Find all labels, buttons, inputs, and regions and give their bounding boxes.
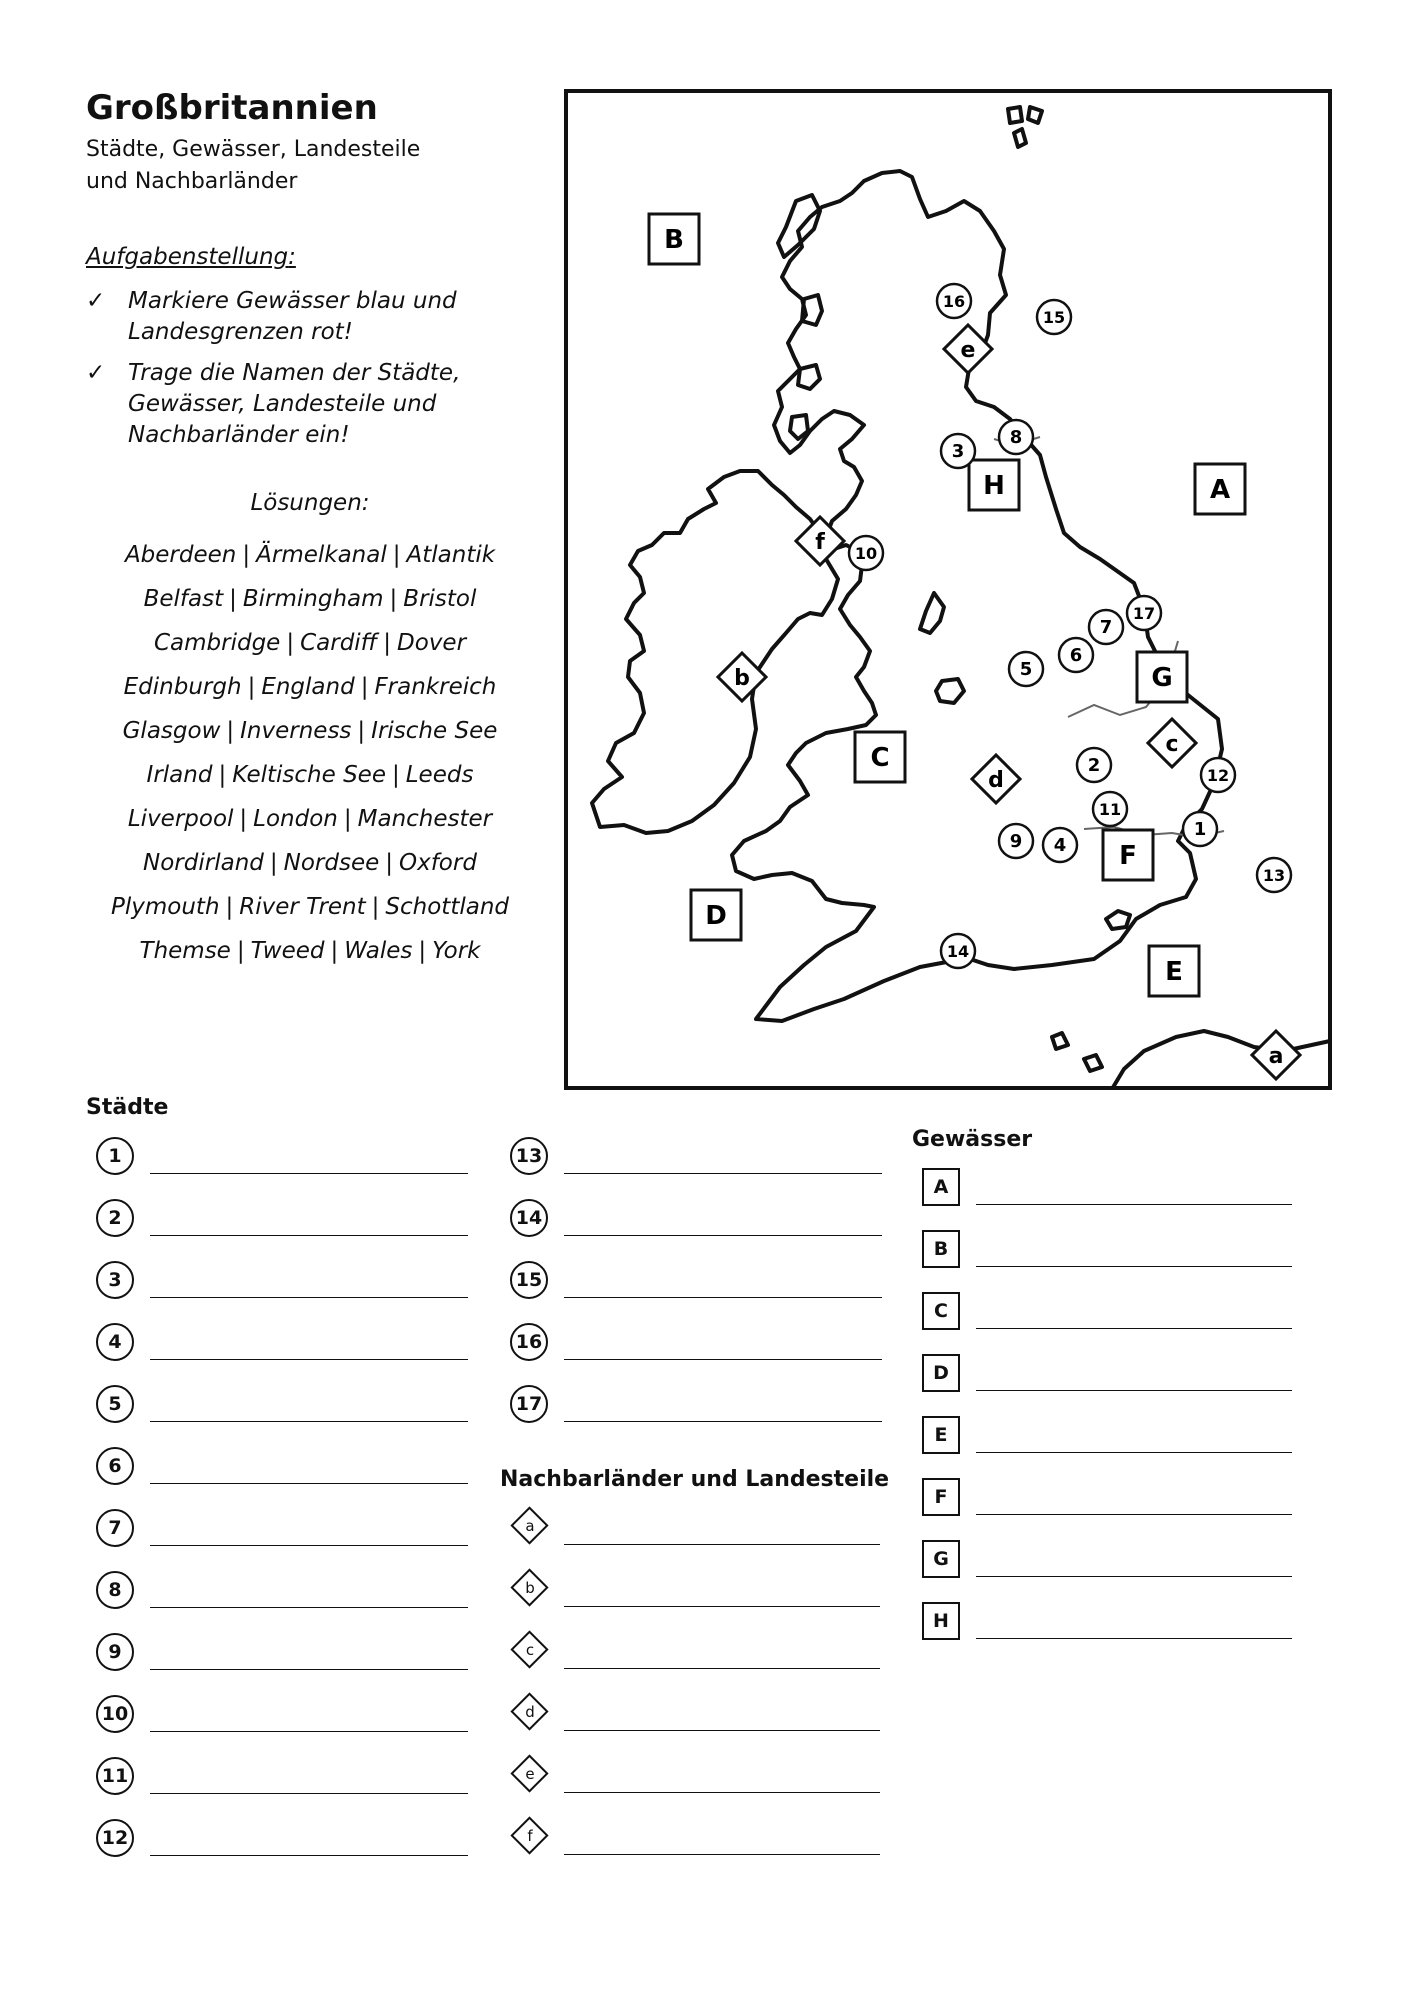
water-marker-label: F xyxy=(1119,841,1137,871)
task-item-text: Markiere Gewässer blau und Landesgrenzen rot! xyxy=(128,288,457,345)
solution-line xyxy=(90,626,530,670)
water-marker-label: A xyxy=(1209,475,1231,505)
city-answer-row xyxy=(96,1261,468,1301)
solution-term: Birmingham xyxy=(242,586,384,612)
solution-term: Frankreich xyxy=(374,674,497,700)
city-answer-row xyxy=(510,1199,882,1239)
map-city-marker xyxy=(1183,812,1217,846)
region-answer-row xyxy=(510,1756,880,1796)
region-marker-label: f xyxy=(815,530,825,555)
map-city-marker xyxy=(1043,828,1077,862)
city-answer-row xyxy=(96,1633,468,1673)
map-water-marker xyxy=(1103,830,1153,880)
region-answer-row xyxy=(510,1818,880,1858)
water-letter-badge: C xyxy=(922,1292,960,1330)
map-city-marker xyxy=(999,824,1033,858)
answer-line[interactable] xyxy=(564,1854,880,1855)
solution-term: Plymouth xyxy=(111,894,220,920)
water-marker-label: D xyxy=(705,901,727,931)
map-city-marker xyxy=(941,434,975,468)
solution-line xyxy=(90,890,530,934)
region-answer-row xyxy=(510,1570,880,1610)
solutions-list xyxy=(90,538,530,978)
subtitle-line-2: und Nachbarländer xyxy=(86,169,298,194)
region-marker-label: b xyxy=(734,666,750,691)
answer-line[interactable] xyxy=(150,1731,468,1732)
solution-separator: | xyxy=(226,718,235,744)
region-answer-row xyxy=(510,1694,880,1734)
solution-separator: | xyxy=(392,542,401,568)
water-letter-badge: F xyxy=(922,1478,960,1516)
region-letter-badge: f xyxy=(527,1827,533,1845)
water-letter-badge: H xyxy=(922,1602,960,1640)
solution-term: Leeds xyxy=(405,762,474,788)
checkmark-icon: ✓ xyxy=(86,360,106,386)
region-letter-badge: c xyxy=(525,1641,535,1659)
answer-line[interactable] xyxy=(564,1606,880,1607)
map-city-marker xyxy=(937,284,971,318)
water-answer-row xyxy=(922,1540,1292,1580)
city-number-badge: 17 xyxy=(510,1385,548,1423)
answer-line[interactable] xyxy=(976,1328,1292,1329)
solution-separator: | xyxy=(357,718,366,744)
task-heading-text: Aufgabenstellung xyxy=(86,244,289,270)
city-number-badge: 11 xyxy=(96,1757,134,1795)
water-answer-row xyxy=(922,1478,1292,1518)
solution-term: England xyxy=(261,674,355,700)
answer-line[interactable] xyxy=(150,1359,468,1360)
city-number-badge: 16 xyxy=(510,1323,548,1361)
answer-line[interactable] xyxy=(150,1421,468,1422)
solution-separator: | xyxy=(286,630,295,656)
solution-separator: | xyxy=(247,674,256,700)
city-number-badge: 8 xyxy=(96,1571,134,1609)
solution-separator: | xyxy=(330,938,339,964)
solution-separator: | xyxy=(239,806,248,832)
map-city-marker xyxy=(1201,758,1235,792)
page-title: Großbritannien xyxy=(86,88,378,128)
answer-line[interactable] xyxy=(150,1669,468,1670)
map-water-marker xyxy=(1195,464,1245,514)
solution-separator: | xyxy=(385,850,393,876)
city-marker-label: 7 xyxy=(1099,617,1113,638)
solution-term: Dover xyxy=(397,630,467,656)
city-marker-label: 10 xyxy=(854,544,878,563)
subtitle-line-1: Städte, Gewässer, Landesteile xyxy=(86,137,421,162)
city-number-badge: 3 xyxy=(96,1261,134,1299)
solution-term: York xyxy=(432,938,481,964)
answer-line[interactable] xyxy=(150,1235,468,1236)
city-answer-row xyxy=(510,1261,882,1301)
answer-line[interactable] xyxy=(564,1297,882,1298)
map-city-marker xyxy=(1059,638,1093,672)
solution-term: London xyxy=(253,806,338,832)
solution-separator: | xyxy=(383,630,392,656)
city-answer-row xyxy=(510,1385,882,1425)
city-number-badge: 10 xyxy=(96,1695,134,1733)
city-answer-row xyxy=(96,1757,468,1797)
city-marker-label: 8 xyxy=(1009,427,1023,448)
solution-term: Cambridge xyxy=(153,630,281,656)
water-letter-badge: E xyxy=(922,1416,960,1454)
city-answer-row xyxy=(96,1571,468,1611)
solution-separator: | xyxy=(236,938,245,964)
city-number-badge: 15 xyxy=(510,1261,548,1299)
countries-heading: Nachbarländer und Landesteile xyxy=(500,1467,890,1492)
water-letter-badge: B xyxy=(922,1230,960,1268)
solution-separator: | xyxy=(418,938,427,964)
answer-line[interactable] xyxy=(150,1483,468,1484)
map-city-marker xyxy=(1257,858,1291,892)
region-letter-badge: b xyxy=(525,1579,535,1597)
city-answer-row xyxy=(96,1137,468,1177)
region-answer-row xyxy=(510,1508,880,1548)
city-marker-label: 17 xyxy=(1132,604,1156,623)
water-letter-badge: A xyxy=(922,1168,960,1206)
city-answer-row xyxy=(96,1385,468,1425)
answer-line[interactable] xyxy=(976,1638,1292,1639)
task-item xyxy=(86,358,486,451)
map-city-marker xyxy=(999,420,1033,454)
region-marker-label: d xyxy=(988,768,1004,793)
solution-term: River Trent xyxy=(239,894,366,920)
answer-line[interactable] xyxy=(564,1421,882,1422)
city-answer-row xyxy=(510,1323,882,1363)
solution-term: Irische See xyxy=(371,718,498,744)
water-answer-row xyxy=(922,1354,1292,1394)
solution-term: Manchester xyxy=(357,806,493,832)
water-marker-label: E xyxy=(1165,957,1183,987)
solution-term: Aberdeen xyxy=(124,542,237,568)
city-answer-row xyxy=(96,1509,468,1549)
water-marker-label: H xyxy=(983,471,1005,501)
city-answer-row xyxy=(96,1199,468,1239)
city-marker-label: 12 xyxy=(1206,766,1230,785)
city-answer-row xyxy=(96,1819,468,1859)
water-marker-label: B xyxy=(664,225,684,255)
city-marker-label: 6 xyxy=(1069,645,1083,666)
city-number-badge: 5 xyxy=(96,1385,134,1423)
solution-line xyxy=(90,714,530,758)
solution-separator: | xyxy=(242,542,251,568)
map-water-marker xyxy=(649,214,699,264)
water-letter-badge: D xyxy=(922,1354,960,1392)
map-city-marker xyxy=(1093,792,1127,826)
solution-separator: | xyxy=(389,586,398,612)
task-list xyxy=(86,286,486,461)
city-marker-label: 5 xyxy=(1019,659,1033,680)
solution-term: Tweed xyxy=(250,938,325,964)
city-marker-label: 13 xyxy=(1262,866,1286,885)
map-water-marker xyxy=(1149,946,1199,996)
solution-separator: | xyxy=(225,894,234,920)
answer-line[interactable] xyxy=(564,1173,882,1174)
solution-line xyxy=(90,758,530,802)
solution-separator: | xyxy=(371,894,380,920)
city-number-badge: 13 xyxy=(510,1137,548,1175)
city-answer-row xyxy=(96,1447,468,1487)
solution-line xyxy=(90,846,530,890)
city-number-badge: 12 xyxy=(96,1819,134,1857)
map-of-great-britain xyxy=(564,89,1332,1090)
waters-heading: Gewässer xyxy=(912,1127,1033,1152)
water-marker-label: G xyxy=(1151,663,1173,693)
map-water-marker xyxy=(855,732,905,782)
answer-line[interactable] xyxy=(150,1855,468,1856)
solution-separator: | xyxy=(360,674,369,700)
map-city-marker xyxy=(1009,652,1043,686)
region-marker-label: c xyxy=(1165,732,1179,757)
water-answer-row xyxy=(922,1416,1292,1456)
city-marker-label: 11 xyxy=(1098,800,1122,819)
city-number-badge: 9 xyxy=(96,1633,134,1671)
solutions-heading: Lösungen: xyxy=(250,490,370,516)
solution-term: Wales xyxy=(344,938,413,964)
answer-line[interactable] xyxy=(564,1668,880,1669)
answer-line[interactable] xyxy=(150,1173,468,1174)
city-number-badge: 14 xyxy=(510,1199,548,1237)
solution-separator: | xyxy=(343,806,352,832)
solution-term: Liverpool xyxy=(127,806,234,832)
solution-term: Schottland xyxy=(385,894,509,920)
answer-line[interactable] xyxy=(976,1390,1292,1391)
city-number-badge: 4 xyxy=(96,1323,134,1361)
city-marker-label: 15 xyxy=(1042,308,1066,327)
solution-line xyxy=(90,670,530,714)
water-marker-label: C xyxy=(870,743,890,773)
water-letter-badge: G xyxy=(922,1540,960,1578)
map-water-marker xyxy=(1137,652,1187,702)
region-marker-label: e xyxy=(960,338,976,363)
city-answer-row xyxy=(96,1323,468,1363)
task-heading xyxy=(86,244,296,270)
task-heading-colon: : xyxy=(288,244,296,270)
city-marker-label: 1 xyxy=(1193,819,1207,840)
solution-line xyxy=(90,582,530,626)
map-city-marker xyxy=(1127,596,1161,630)
city-answer-row xyxy=(96,1695,468,1735)
map-city-marker xyxy=(941,934,975,968)
solution-term: Edinburgh xyxy=(123,674,242,700)
city-answer-row xyxy=(510,1137,882,1177)
city-marker-label: 16 xyxy=(942,292,966,311)
answer-line[interactable] xyxy=(150,1607,468,1608)
region-letter-badge: d xyxy=(525,1703,535,1721)
solution-separator: | xyxy=(229,586,237,612)
solution-term: Irland xyxy=(146,762,213,788)
page-subtitle xyxy=(86,134,466,198)
answer-line[interactable] xyxy=(976,1514,1292,1515)
region-answer-row xyxy=(510,1632,880,1672)
city-marker-label: 2 xyxy=(1087,755,1101,776)
solution-term: Themse xyxy=(139,938,231,964)
city-number-badge: 1 xyxy=(96,1137,134,1175)
region-letter-badge: e xyxy=(525,1765,535,1783)
answer-line[interactable] xyxy=(976,1452,1292,1453)
solution-term: Atlantik xyxy=(406,542,496,568)
solution-term: Glasgow xyxy=(122,718,221,744)
city-marker-label: 4 xyxy=(1053,835,1067,856)
answer-line[interactable] xyxy=(150,1297,468,1298)
water-answer-row xyxy=(922,1602,1292,1642)
task-item xyxy=(86,286,486,348)
solution-term: Bristol xyxy=(403,586,477,612)
city-marker-label: 9 xyxy=(1009,831,1023,852)
solution-term: Belfast xyxy=(143,586,224,612)
answer-line[interactable] xyxy=(150,1793,468,1794)
answer-line[interactable] xyxy=(564,1544,880,1545)
answer-line[interactable] xyxy=(564,1235,882,1236)
solution-separator: | xyxy=(269,850,278,876)
city-number-badge: 7 xyxy=(96,1509,134,1547)
solution-term: Nordirland xyxy=(143,850,264,876)
region-letter-badge: a xyxy=(525,1517,535,1535)
cities-heading: Städte xyxy=(86,1095,169,1120)
city-number-badge: 2 xyxy=(96,1199,134,1237)
answer-line[interactable] xyxy=(976,1204,1292,1205)
solution-term: Keltische See xyxy=(232,762,386,788)
answer-line[interactable] xyxy=(976,1576,1292,1577)
map-water-marker xyxy=(969,460,1019,510)
task-item-text: Trage die Namen der Städte, Gewässer, Landesteile und Nachbarländer ein! xyxy=(128,360,461,448)
map-city-marker xyxy=(1089,610,1123,644)
solution-term: Nordsee xyxy=(283,850,380,876)
answer-line[interactable] xyxy=(976,1266,1292,1267)
map-city-marker xyxy=(849,536,883,570)
solution-term: Ärmelkanal xyxy=(256,542,387,568)
city-marker-label: 14 xyxy=(946,942,970,961)
solution-term: Inverness xyxy=(240,718,352,744)
solution-line xyxy=(90,802,530,846)
answer-line[interactable] xyxy=(564,1792,880,1793)
solution-separator: | xyxy=(391,762,400,788)
solution-separator: | xyxy=(218,762,227,788)
map-city-marker xyxy=(1037,300,1071,334)
checkmark-icon: ✓ xyxy=(86,288,106,314)
answer-line[interactable] xyxy=(564,1730,880,1731)
map-city-marker xyxy=(1077,748,1111,782)
solution-line xyxy=(90,538,530,582)
map-water-marker xyxy=(691,890,741,940)
water-answer-row xyxy=(922,1292,1292,1332)
solution-term: Cardiff xyxy=(300,630,378,656)
water-answer-row xyxy=(922,1168,1292,1208)
city-marker-label: 3 xyxy=(951,441,965,462)
city-number-badge: 6 xyxy=(96,1447,134,1485)
water-answer-row xyxy=(922,1230,1292,1270)
answer-line[interactable] xyxy=(564,1359,882,1360)
solution-term: Oxford xyxy=(399,850,477,876)
solution-line xyxy=(90,934,530,978)
answer-line[interactable] xyxy=(150,1545,468,1546)
region-marker-label: a xyxy=(1268,1044,1284,1069)
